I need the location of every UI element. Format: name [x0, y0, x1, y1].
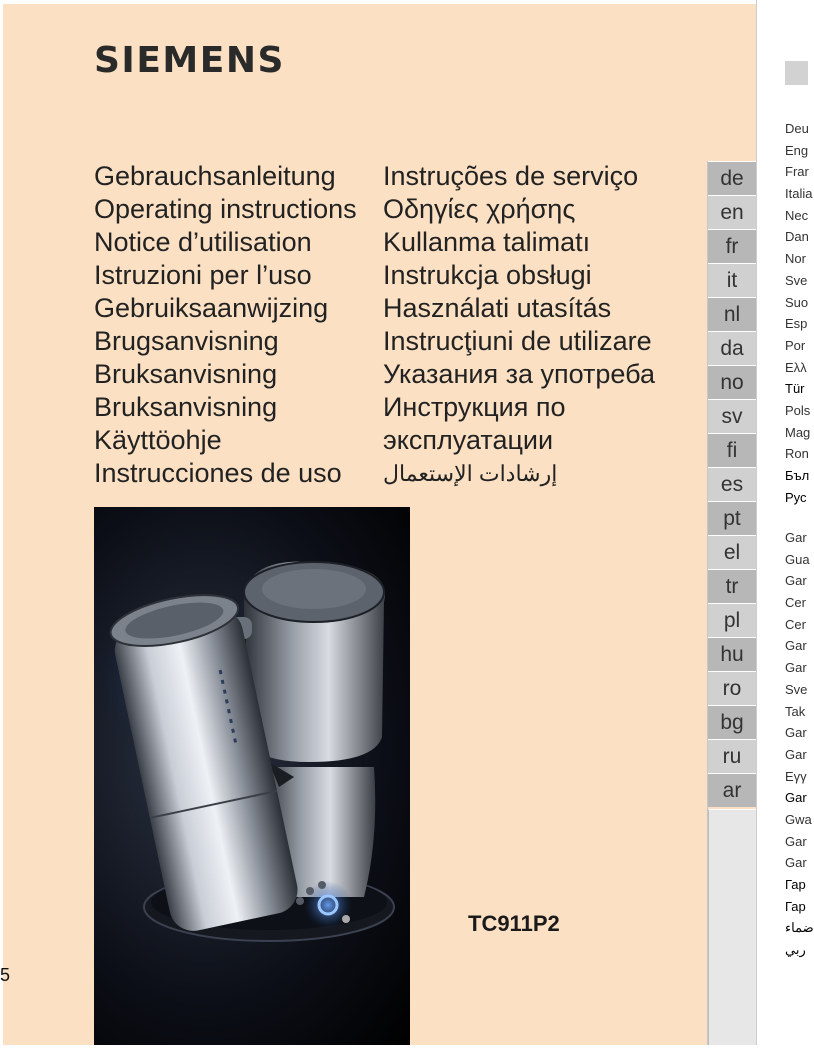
tab-fi[interactable]: fi	[708, 433, 756, 467]
title-ar: إرشادات الإستعمال	[383, 461, 558, 486]
tab-fr[interactable]: fr	[708, 229, 756, 263]
title-hu: Használati utasítás	[383, 293, 612, 323]
coffee-machine-photo	[94, 507, 410, 1045]
list-item: Gar	[785, 833, 807, 849]
list-item: Ron	[785, 446, 809, 462]
title-fr: Notice d’utilisation	[94, 227, 312, 257]
list-item: Gar	[785, 790, 807, 806]
list-item: Gar	[785, 530, 807, 545]
title-sv: Bruksanvisning	[94, 392, 278, 422]
list-item: Esp	[785, 316, 808, 332]
list-item: Gar	[785, 746, 807, 762]
tab-es[interactable]: es	[708, 467, 756, 501]
list-item: Nec	[785, 207, 809, 223]
tab-en[interactable]: en	[708, 195, 756, 229]
tab-de[interactable]: de	[708, 161, 756, 195]
list-item: Gua	[785, 551, 810, 567]
tab-sv[interactable]: sv	[708, 399, 756, 433]
list-item: Cer	[785, 595, 806, 611]
list-item: Por	[785, 337, 806, 353]
title-no: Bruksanvisning	[94, 359, 278, 389]
tab-bg[interactable]: bg	[708, 705, 756, 739]
title-nl: Gebruiksaanwijzing	[94, 293, 329, 323]
tab-tr[interactable]: tr	[708, 569, 756, 603]
tab-ro[interactable]: ro	[708, 671, 756, 705]
list-item: Gar	[785, 638, 807, 654]
list-item: ربي	[785, 942, 806, 958]
list-item: Рус	[785, 489, 807, 505]
adjacent-guarantee-list	[785, 527, 814, 961]
list-item: Gwa	[785, 811, 812, 827]
list-item: Гар	[785, 877, 806, 892]
title-ru-line1: Инструкция по	[383, 392, 566, 422]
list-item: Gar	[785, 573, 807, 589]
tab-el[interactable]: el	[708, 535, 756, 569]
list-item: Cer	[785, 616, 806, 632]
coffee-machine-illustration	[94, 507, 410, 1045]
page-number: 5	[0, 965, 11, 985]
adjacent-language-list	[785, 118, 812, 508]
title-fi: Käyttöohje	[94, 425, 222, 455]
list-item: Mag	[785, 424, 811, 440]
tab-pt[interactable]: pt	[708, 501, 756, 535]
titles-right-column	[383, 160, 655, 490]
tab-it[interactable]: it	[708, 263, 756, 297]
list-item: Gar	[785, 660, 807, 676]
title-it: Istruzioni per l’uso	[94, 260, 312, 290]
title-bg: Указания за употреба	[383, 359, 655, 389]
model-number: TC911P2	[468, 911, 560, 936]
list-item: Suo	[785, 294, 809, 310]
list-item: Εγγ	[785, 768, 807, 784]
list-item: Tür	[785, 381, 805, 397]
list-item: Tak	[785, 703, 806, 719]
tab-da[interactable]: da	[708, 331, 756, 365]
list-item: Dan	[785, 229, 809, 245]
page-edge	[0, 0, 3, 1045]
list-item: Italia	[785, 186, 813, 202]
list-item: Frar	[785, 164, 809, 180]
title-de: Gebrauchsanleitung	[94, 161, 336, 191]
title-pl: Instrukcja obsługi	[383, 260, 592, 290]
title-el: Οδηγίες χρήσης	[383, 194, 576, 224]
list-item: Sve	[785, 272, 808, 288]
titles-left-column	[94, 160, 357, 490]
language-tabs	[708, 161, 756, 807]
list-item: Nor	[785, 251, 806, 267]
tab-no[interactable]: no	[708, 365, 756, 399]
title-ro: Instrucţiuni de utilizare	[383, 326, 652, 356]
title-tr: Kullanma talimatı	[383, 227, 591, 257]
list-item: Гар	[785, 898, 806, 914]
title-en: Operating instructions	[94, 194, 357, 224]
title-es: Instrucciones de uso	[94, 458, 342, 488]
title-pt: Instruções de serviço	[383, 161, 639, 191]
tab-hu[interactable]: hu	[708, 637, 756, 671]
list-item: Gar	[785, 855, 807, 871]
list-item: Pols	[785, 402, 811, 418]
list-item: Eng	[785, 142, 809, 158]
list-item: Deu	[785, 121, 809, 136]
title-da: Brugsanvisning	[94, 326, 279, 356]
tab-pl[interactable]: pl	[708, 603, 756, 637]
brand-logo: SIEMENS	[94, 40, 285, 81]
tab-empty-area	[708, 809, 756, 1045]
list-item: Gar	[785, 725, 807, 741]
tab-nl[interactable]: nl	[708, 297, 756, 331]
list-item: Бъл	[785, 468, 810, 483]
adjacent-page-tab	[785, 61, 808, 85]
list-item: ضماء	[785, 920, 814, 936]
list-item: Sve	[785, 681, 808, 697]
list-item: Ελλ	[785, 359, 807, 375]
tab-ru[interactable]: ru	[708, 739, 756, 773]
tab-ar[interactable]: ar	[708, 773, 756, 807]
title-ru-line2: эксплуатации	[383, 425, 554, 455]
